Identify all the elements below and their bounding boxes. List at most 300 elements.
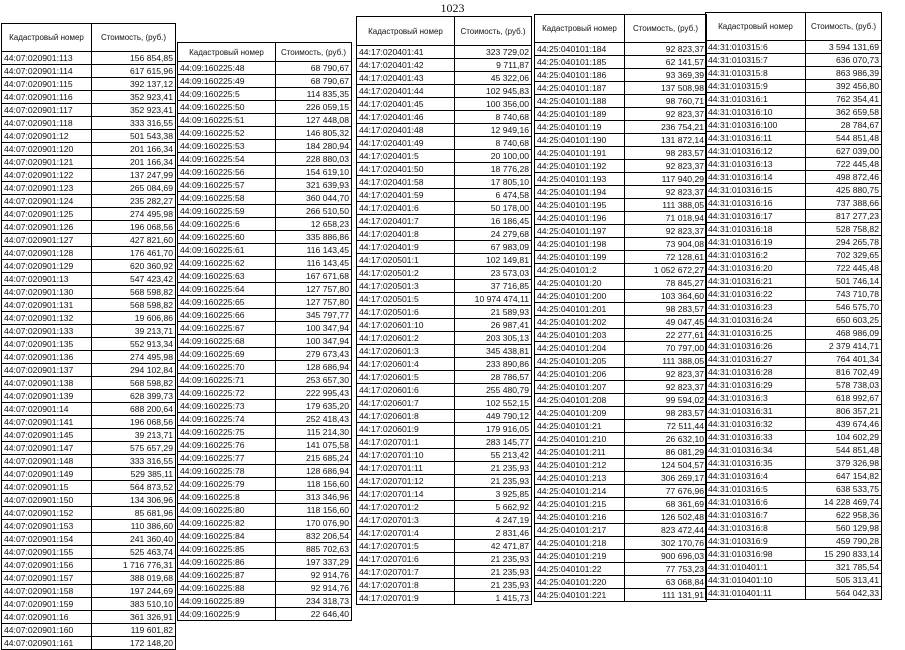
cadastral-number-cell: 44:07:020901:127 bbox=[2, 234, 92, 247]
cadastral-number-cell: 44:07:020901:12 bbox=[2, 130, 92, 143]
cost-cell: 568 598,82 bbox=[92, 377, 176, 390]
cadastral-number-cell: 44:31:010316:17 bbox=[706, 210, 806, 223]
cost-cell: 2 831,46 bbox=[455, 527, 532, 540]
table-row bbox=[178, 205, 352, 218]
table-row bbox=[357, 566, 532, 579]
table-row bbox=[178, 387, 352, 400]
table-row bbox=[2, 403, 176, 416]
table-row bbox=[535, 498, 707, 511]
cost-cell: 764 401,34 bbox=[806, 353, 882, 366]
cadastral-number-cell: 44:31:010315:8 bbox=[706, 67, 806, 80]
cost-cell: 127 757,80 bbox=[276, 283, 352, 296]
cost-cell: 92 914,76 bbox=[276, 582, 352, 595]
table-row bbox=[535, 160, 707, 173]
cost-cell: 72 511,44 bbox=[625, 420, 707, 433]
table-row bbox=[2, 572, 176, 585]
cost-cell: 111 131,91 bbox=[625, 589, 707, 602]
header-cadastral-number: Кадастровый номер bbox=[178, 43, 276, 62]
table-row bbox=[2, 338, 176, 351]
table-row bbox=[178, 556, 352, 569]
table-row bbox=[535, 199, 707, 212]
table-row bbox=[535, 212, 707, 225]
cost-cell: 333 316,55 bbox=[92, 455, 176, 468]
table-row bbox=[2, 286, 176, 299]
table-row bbox=[178, 530, 352, 543]
table-row bbox=[706, 431, 882, 444]
cadastral-number-cell: 44:25:040101:206 bbox=[535, 368, 625, 381]
cadastral-number-cell: 44:17:020601:10 bbox=[357, 319, 455, 332]
table-row bbox=[706, 67, 882, 80]
cost-cell: 439 674,46 bbox=[806, 418, 882, 431]
cost-cell: 498 872,46 bbox=[806, 171, 882, 184]
cadastral-number-cell: 44:17:020701:1 bbox=[357, 436, 455, 449]
cost-cell: 352 923,41 bbox=[92, 104, 176, 117]
cost-cell: 63 068,84 bbox=[625, 576, 707, 589]
cadastral-number-cell: 44:31:010315:7 bbox=[706, 54, 806, 67]
table-row bbox=[2, 585, 176, 598]
cadastral-number-cell: 44:25:040101:218 bbox=[535, 537, 625, 550]
cadastral-number-cell: 44:17:020401:46 bbox=[357, 111, 455, 124]
table-row bbox=[178, 348, 352, 361]
table-row bbox=[178, 114, 352, 127]
cost-cell: 93 369,39 bbox=[625, 69, 707, 82]
cadastral-number-cell: 44:17:020401:50 bbox=[357, 163, 455, 176]
cost-cell: 16 186,45 bbox=[455, 215, 532, 228]
cost-cell: 92 914,76 bbox=[276, 569, 352, 582]
cost-cell: 134 306,96 bbox=[92, 494, 176, 507]
table-row bbox=[357, 150, 532, 163]
table-row bbox=[706, 210, 882, 223]
cost-cell: 39 213,71 bbox=[92, 325, 176, 338]
cost-cell: 823 472,44 bbox=[625, 524, 707, 537]
cost-cell: 110 386,60 bbox=[92, 520, 176, 533]
cost-cell: 832 206,54 bbox=[276, 530, 352, 543]
table-row bbox=[706, 405, 882, 418]
cadastral-number-cell: 44:09:160225:85 bbox=[178, 543, 276, 556]
cadastral-number-cell: 44:25:040101:19 bbox=[535, 121, 625, 134]
table-row bbox=[535, 511, 707, 524]
table-row bbox=[178, 127, 352, 140]
table-row bbox=[2, 247, 176, 260]
cost-cell: 618 992,67 bbox=[806, 392, 882, 405]
cost-cell: 294 102,84 bbox=[92, 364, 176, 377]
cost-cell: 427 821,60 bbox=[92, 234, 176, 247]
cost-cell: 21 235,93 bbox=[455, 462, 532, 475]
table-row bbox=[2, 390, 176, 403]
cost-cell: 321 785,54 bbox=[806, 561, 882, 574]
cost-cell: 100 347,94 bbox=[276, 335, 352, 348]
table-row bbox=[178, 257, 352, 270]
table-row bbox=[2, 637, 176, 650]
table-row bbox=[706, 197, 882, 210]
cadastral-number-cell: 44:31:010316:31 bbox=[706, 405, 806, 418]
table-row bbox=[2, 195, 176, 208]
cadastral-number-cell: 44:07:020901:128 bbox=[2, 247, 92, 260]
cadastral-number-cell: 44:17:020401:8 bbox=[357, 228, 455, 241]
cost-cell: 92 823,37 bbox=[625, 160, 707, 173]
table-row bbox=[706, 54, 882, 67]
cadastral-table-5 bbox=[705, 12, 882, 600]
cost-cell: 45 322,06 bbox=[455, 72, 532, 85]
table-row bbox=[2, 494, 176, 507]
table-row bbox=[357, 540, 532, 553]
table-row bbox=[178, 595, 352, 608]
table-row bbox=[535, 589, 707, 602]
cost-cell: 379 326,98 bbox=[806, 457, 882, 470]
cost-cell: 762 354,41 bbox=[806, 93, 882, 106]
cadastral-number-cell: 44:17:020701:14 bbox=[357, 488, 455, 501]
table-row bbox=[178, 361, 352, 374]
cadastral-number-cell: 44:31:010316:28 bbox=[706, 366, 806, 379]
table-row bbox=[535, 420, 707, 433]
cost-cell: 116 143,45 bbox=[276, 257, 352, 270]
cadastral-number-cell: 44:07:020901:135 bbox=[2, 338, 92, 351]
cost-cell: 361 326,91 bbox=[92, 611, 176, 624]
cost-cell: 19 606,86 bbox=[92, 312, 176, 325]
cost-cell: 8 740,68 bbox=[455, 137, 532, 150]
table-row bbox=[2, 143, 176, 156]
cost-cell: 137 247,99 bbox=[92, 169, 176, 182]
cost-cell: 388 019,68 bbox=[92, 572, 176, 585]
table-row bbox=[2, 351, 176, 364]
table-row bbox=[535, 433, 707, 446]
table-row bbox=[178, 465, 352, 478]
cost-cell: 352 923,41 bbox=[92, 91, 176, 104]
cost-cell: 636 070,73 bbox=[806, 54, 882, 67]
cost-cell: 92 823,37 bbox=[625, 225, 707, 238]
cost-cell: 67 983,09 bbox=[455, 241, 532, 254]
cadastral-number-cell: 44:09:160225:84 bbox=[178, 530, 276, 543]
table-row bbox=[357, 514, 532, 527]
cadastral-number-cell: 44:25:040101:188 bbox=[535, 95, 625, 108]
table-row bbox=[178, 153, 352, 166]
cost-cell: 37 716,85 bbox=[455, 280, 532, 293]
cost-cell: 114 835,35 bbox=[276, 88, 352, 101]
cost-cell: 141 075,58 bbox=[276, 439, 352, 452]
cadastral-number-cell: 44:17:020601:9 bbox=[357, 423, 455, 436]
table-row bbox=[706, 106, 882, 119]
cost-cell: 21 235,93 bbox=[455, 553, 532, 566]
cadastral-number-cell: 44:25:040101:196 bbox=[535, 212, 625, 225]
cadastral-number-cell: 44:31:010316:14 bbox=[706, 171, 806, 184]
cost-cell: 313 346,96 bbox=[276, 491, 352, 504]
cost-cell: 179 916,05 bbox=[455, 423, 532, 436]
cost-cell: 71 018,94 bbox=[625, 212, 707, 225]
cost-cell: 228 880,03 bbox=[276, 153, 352, 166]
table-row bbox=[535, 550, 707, 563]
table-row bbox=[706, 171, 882, 184]
cost-cell: 564 042,33 bbox=[806, 587, 882, 600]
table-row bbox=[357, 72, 532, 85]
table-row bbox=[178, 426, 352, 439]
cadastral-number-cell: 44:31:010316:12 bbox=[706, 145, 806, 158]
table-row bbox=[706, 327, 882, 340]
cost-cell: 102 945,83 bbox=[455, 85, 532, 98]
cadastral-number-cell: 44:31:010316:1 bbox=[706, 93, 806, 106]
table-row bbox=[178, 517, 352, 530]
cadastral-number-cell: 44:25:040101:215 bbox=[535, 498, 625, 511]
cadastral-number-cell: 44:07:020901:125 bbox=[2, 208, 92, 221]
table-row bbox=[2, 377, 176, 390]
cadastral-number-cell: 44:09:160225:57 bbox=[178, 179, 276, 192]
cadastral-number-cell: 44:31:010316:26 bbox=[706, 340, 806, 353]
cadastral-number-cell: 44:17:020401:43 bbox=[357, 72, 455, 85]
cadastral-number-cell: 44:25:040101:185 bbox=[535, 56, 625, 69]
table-row bbox=[2, 169, 176, 182]
cadastral-number-cell: 44:25:040101:216 bbox=[535, 511, 625, 524]
table-row bbox=[706, 509, 882, 522]
cadastral-number-cell: 44:17:020401:7 bbox=[357, 215, 455, 228]
table-row bbox=[357, 267, 532, 280]
cadastral-number-cell: 44:17:020701:6 bbox=[357, 553, 455, 566]
cost-cell: 647 154,82 bbox=[806, 470, 882, 483]
cost-cell: 1 415,73 bbox=[455, 592, 532, 605]
cadastral-number-cell: 44:17:020701:3 bbox=[357, 514, 455, 527]
cost-cell: 99 594,02 bbox=[625, 394, 707, 407]
table-row bbox=[357, 592, 532, 605]
table-row bbox=[2, 117, 176, 130]
cadastral-number-cell: 44:07:020901:117 bbox=[2, 104, 92, 117]
cost-cell: 265 084,69 bbox=[92, 182, 176, 195]
table-row bbox=[357, 241, 532, 254]
table-row bbox=[535, 524, 707, 537]
cadastral-number-cell: 44:17:020701:7 bbox=[357, 566, 455, 579]
table-row bbox=[535, 277, 707, 290]
cadastral-number-cell: 44:07:020901:149 bbox=[2, 468, 92, 481]
table-row bbox=[357, 254, 532, 267]
table-row bbox=[357, 345, 532, 358]
cadastral-number-cell: 44:07:020901:148 bbox=[2, 455, 92, 468]
cadastral-number-cell: 44:31:010315:6 bbox=[706, 41, 806, 54]
cadastral-number-cell: 44:17:020501:2 bbox=[357, 267, 455, 280]
cost-cell: 215 685,24 bbox=[276, 452, 352, 465]
cost-cell: 77 753,23 bbox=[625, 563, 707, 576]
cost-cell: 459 790,28 bbox=[806, 535, 882, 548]
cadastral-number-cell: 44:25:040101:197 bbox=[535, 225, 625, 238]
table-row bbox=[706, 353, 882, 366]
cadastral-number-cell: 44:09:160225:80 bbox=[178, 504, 276, 517]
table-row bbox=[2, 208, 176, 221]
cadastral-number-cell: 44:07:020901:139 bbox=[2, 390, 92, 403]
cost-cell: 627 039,00 bbox=[806, 145, 882, 158]
cadastral-number-cell: 44:07:020901:147 bbox=[2, 442, 92, 455]
cost-cell: 235 282,27 bbox=[92, 195, 176, 208]
table-row bbox=[357, 501, 532, 514]
table-row bbox=[178, 374, 352, 387]
table-row bbox=[357, 436, 532, 449]
table-row bbox=[2, 416, 176, 429]
table-row bbox=[706, 184, 882, 197]
cadastral-number-cell: 44:09:160225:64 bbox=[178, 283, 276, 296]
cost-cell: 863 986,39 bbox=[806, 67, 882, 80]
cadastral-number-cell: 44:07:020901:132 bbox=[2, 312, 92, 325]
cadastral-number-cell: 44:17:020401:58 bbox=[357, 176, 455, 189]
cost-cell: 274 495,98 bbox=[92, 208, 176, 221]
cost-cell: 137 508,98 bbox=[625, 82, 707, 95]
cost-cell: 383 510,10 bbox=[92, 598, 176, 611]
cadastral-number-cell: 44:25:040101:22 bbox=[535, 563, 625, 576]
cost-cell: 102 552,15 bbox=[455, 397, 532, 410]
cost-cell: 10 974 474,11 bbox=[455, 293, 532, 306]
cost-cell: 98 283,57 bbox=[625, 303, 707, 316]
table-row bbox=[178, 179, 352, 192]
table-row bbox=[535, 147, 707, 160]
table-row bbox=[178, 478, 352, 491]
cost-cell: 547 423,42 bbox=[92, 273, 176, 286]
cadastral-number-cell: 44:07:020901:16 bbox=[2, 611, 92, 624]
cost-cell: 172 148,20 bbox=[92, 637, 176, 650]
cost-cell: 86 081,29 bbox=[625, 446, 707, 459]
table-row bbox=[2, 611, 176, 624]
cadastral-table-3 bbox=[356, 16, 532, 605]
cadastral-number-cell: 44:09:160225:65 bbox=[178, 296, 276, 309]
cadastral-number-cell: 44:07:020901:154 bbox=[2, 533, 92, 546]
cost-cell: 23 573,03 bbox=[455, 267, 532, 280]
cost-cell: 124 504,57 bbox=[625, 459, 707, 472]
cost-cell: 196 068,56 bbox=[92, 416, 176, 429]
table-row bbox=[535, 316, 707, 329]
table-row bbox=[706, 457, 882, 470]
cost-cell: 176 461,70 bbox=[92, 247, 176, 260]
header-cadastral-number: Кадастровый номер bbox=[357, 17, 455, 46]
cadastral-number-cell: 44:25:040101:205 bbox=[535, 355, 625, 368]
cadastral-number-cell: 44:31:010401:10 bbox=[706, 574, 806, 587]
cost-cell: 392 137,12 bbox=[92, 78, 176, 91]
table-row bbox=[706, 301, 882, 314]
cadastral-number-cell: 44:31:010316:8 bbox=[706, 522, 806, 535]
cost-cell: 525 463,74 bbox=[92, 546, 176, 559]
cadastral-number-cell: 44:07:020901:129 bbox=[2, 260, 92, 273]
cost-cell: 131 872,14 bbox=[625, 134, 707, 147]
table-row bbox=[357, 462, 532, 475]
cadastral-number-cell: 44:09:160225:68 bbox=[178, 335, 276, 348]
cost-cell: 650 603,25 bbox=[806, 314, 882, 327]
cadastral-number-cell: 44:17:020701:12 bbox=[357, 475, 455, 488]
cadastral-number-cell: 44:17:020601:2 bbox=[357, 332, 455, 345]
cost-cell: 501 746,14 bbox=[806, 275, 882, 288]
page-number: 1023 bbox=[440, 1, 465, 15]
cadastral-number-cell: 44:07:020901:123 bbox=[2, 182, 92, 195]
cadastral-number-cell: 44:07:020901:15 bbox=[2, 481, 92, 494]
table-row bbox=[706, 587, 882, 600]
cost-cell: 323 729,02 bbox=[455, 46, 532, 59]
cost-cell: 544 851,48 bbox=[806, 132, 882, 145]
cadastral-number-cell: 44:31:010316:16 bbox=[706, 197, 806, 210]
cost-cell: 22 646,40 bbox=[276, 608, 352, 621]
table-row bbox=[178, 231, 352, 244]
table-row bbox=[178, 400, 352, 413]
cost-cell: 575 657,29 bbox=[92, 442, 176, 455]
table-row bbox=[178, 75, 352, 88]
cadastral-number-cell: 44:07:020901:113 bbox=[2, 52, 92, 65]
header-cadastral-number: Кадастровый номер bbox=[706, 13, 806, 41]
header-cost: Стоимость, (руб.) bbox=[625, 15, 707, 43]
table-row bbox=[535, 485, 707, 498]
cadastral-number-cell: 44:25:040101:200 bbox=[535, 290, 625, 303]
cost-cell: 70 797,00 bbox=[625, 342, 707, 355]
cadastral-number-cell: 44:07:020901:133 bbox=[2, 325, 92, 338]
cadastral-number-cell: 44:07:020901:120 bbox=[2, 143, 92, 156]
table-row bbox=[357, 137, 532, 150]
table-row bbox=[357, 189, 532, 202]
cost-cell: 15 290 833,14 bbox=[806, 548, 882, 561]
cost-cell: 294 265,78 bbox=[806, 236, 882, 249]
cadastral-number-cell: 44:31:010316:6 bbox=[706, 496, 806, 509]
cadastral-table-2 bbox=[177, 42, 352, 621]
cadastral-number-cell: 44:25:040101:20 bbox=[535, 277, 625, 290]
cost-cell: 5 662,92 bbox=[455, 501, 532, 514]
cadastral-number-cell: 44:09:160225:77 bbox=[178, 452, 276, 465]
cadastral-number-cell: 44:25:040101:201 bbox=[535, 303, 625, 316]
table-row bbox=[706, 236, 882, 249]
cadastral-number-cell: 44:31:010316:11 bbox=[706, 132, 806, 145]
cadastral-number-cell: 44:25:040101:208 bbox=[535, 394, 625, 407]
cost-cell: 184 280,94 bbox=[276, 140, 352, 153]
cadastral-number-cell: 44:09:160225:67 bbox=[178, 322, 276, 335]
cadastral-number-cell: 44:17:020401:6 bbox=[357, 202, 455, 215]
cadastral-number-cell: 44:07:020901:156 bbox=[2, 559, 92, 572]
cadastral-number-cell: 44:25:040101:193 bbox=[535, 173, 625, 186]
cost-cell: 529 385,11 bbox=[92, 468, 176, 481]
table-row bbox=[357, 202, 532, 215]
table-row bbox=[2, 312, 176, 325]
cadastral-number-cell: 44:09:160225:56 bbox=[178, 166, 276, 179]
table-row bbox=[357, 488, 532, 501]
cost-cell: 92 823,37 bbox=[625, 368, 707, 381]
cost-cell: 98 283,57 bbox=[625, 407, 707, 420]
cost-cell: 226 059,15 bbox=[276, 101, 352, 114]
cadastral-number-cell: 44:25:040101:221 bbox=[535, 589, 625, 602]
cadastral-number-cell: 44:09:160225:71 bbox=[178, 374, 276, 387]
cadastral-number-cell: 44:31:010316:18 bbox=[706, 223, 806, 236]
table-row bbox=[706, 249, 882, 262]
table-row bbox=[357, 397, 532, 410]
cadastral-number-cell: 44:07:020901:122 bbox=[2, 169, 92, 182]
table-row bbox=[178, 270, 352, 283]
cadastral-number-cell: 44:09:160225:48 bbox=[178, 62, 276, 75]
cadastral-number-cell: 44:25:040101:209 bbox=[535, 407, 625, 420]
table-row bbox=[357, 59, 532, 72]
cost-cell: 26 632,10 bbox=[625, 433, 707, 446]
cadastral-number-cell: 44:31:010316:3 bbox=[706, 392, 806, 405]
cost-cell: 85 681,96 bbox=[92, 507, 176, 520]
cadastral-number-cell: 44:31:010316:100 bbox=[706, 119, 806, 132]
cost-cell: 201 166,34 bbox=[92, 143, 176, 156]
cost-cell: 196 068,56 bbox=[92, 221, 176, 234]
table-row bbox=[357, 423, 532, 436]
table-row bbox=[535, 537, 707, 550]
table-row bbox=[178, 335, 352, 348]
table-row bbox=[357, 176, 532, 189]
table-row bbox=[178, 582, 352, 595]
cadastral-number-cell: 44:09:160225:78 bbox=[178, 465, 276, 478]
table-row bbox=[706, 444, 882, 457]
cost-cell: 560 129,98 bbox=[806, 522, 882, 535]
cadastral-number-cell: 44:17:020501:6 bbox=[357, 306, 455, 319]
table-row bbox=[706, 522, 882, 535]
table-row bbox=[2, 455, 176, 468]
cost-cell: 22 277,61 bbox=[625, 329, 707, 342]
cost-cell: 21 235,93 bbox=[455, 579, 532, 592]
cadastral-number-cell: 44:25:040101:21 bbox=[535, 420, 625, 433]
table-row bbox=[357, 124, 532, 137]
cost-cell: 28 784,67 bbox=[806, 119, 882, 132]
cost-cell: 127 448,08 bbox=[276, 114, 352, 127]
cadastral-number-cell: 44:31:010316:29 bbox=[706, 379, 806, 392]
cadastral-number-cell: 44:17:020601:8 bbox=[357, 410, 455, 423]
table-row bbox=[2, 442, 176, 455]
cost-cell: 1 052 672,27 bbox=[625, 264, 707, 277]
